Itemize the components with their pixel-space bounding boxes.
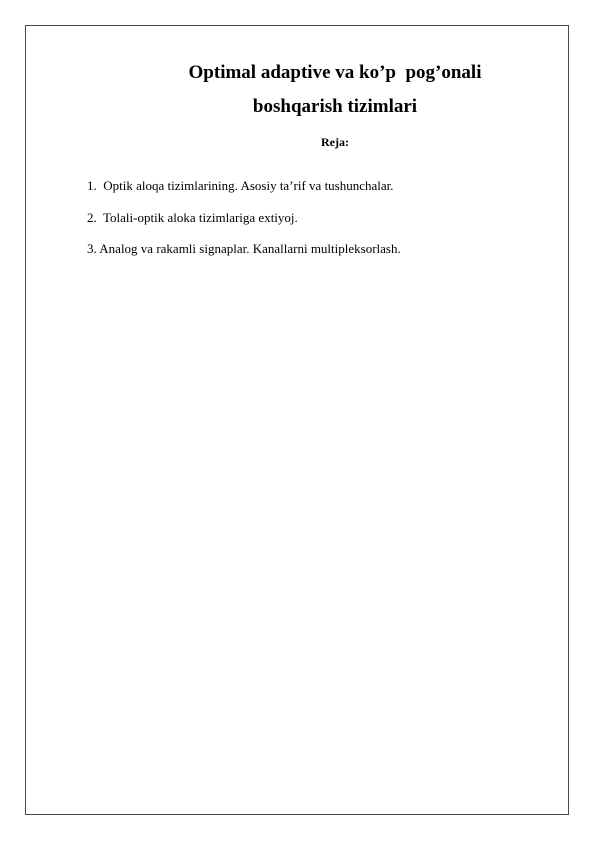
plan-item-3: 3. Analog va rakamli signaplar. Kanallarni multipleksorlash. <box>87 241 401 256</box>
plan-heading: Reja: <box>321 135 349 149</box>
document-title-line-2: boshqarish tizimlari <box>252 96 418 117</box>
plan-item-2: 2. Tolali-optik aloka tizimlariga extiyoj. <box>87 210 298 225</box>
plan-item-1: 1. Optik aloqa tizimlarining. Asosiy ta’rif va tushunchalar. <box>87 178 394 193</box>
plan-list <box>87 178 401 273</box>
document-title-line-1: Optimal adaptive va ko’p pog’onali <box>188 62 482 83</box>
